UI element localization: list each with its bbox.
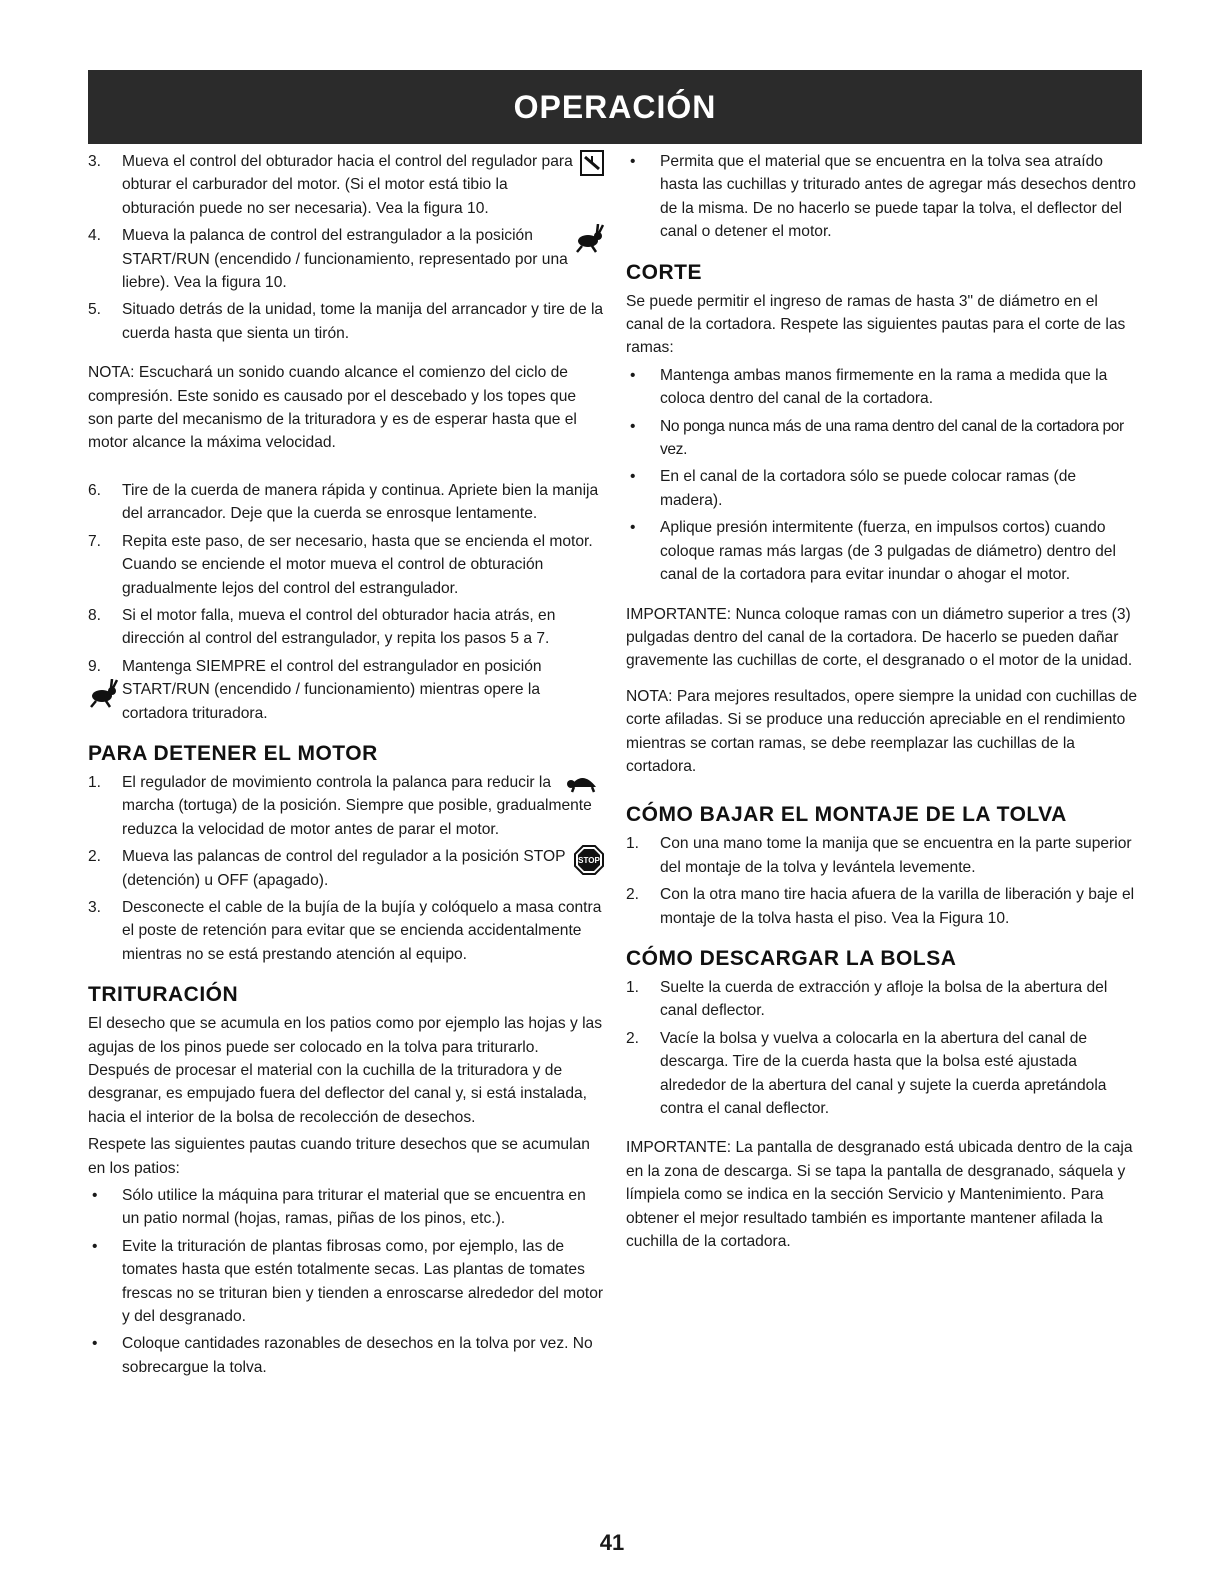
importante-paragraph: IMPORTANTE: La pantalla de desgranado está ubicada dentro de la caja en la zona de descarga. Si se tapa la pantalla de desgranado, sáquela y límpiela como se indica en la sección Servicio y Mantenimiento. Para obtener el mejor resultado también es importante mantener afilada la cuchilla de la cortadora.: [626, 1139, 1133, 1251]
choke-icon: [580, 150, 604, 176]
step-4: [88, 224, 604, 294]
step-8: [88, 604, 604, 651]
step-text: Tire de la cuerda de manera rápida y continua. Apriete bien la manija del arrancador. Deje que la cuerda se enrosque lentamente.: [122, 481, 599, 523]
bullet-item: [88, 1332, 604, 1379]
bullet-text: Sólo utilice la máquina para triturar el material que se encuentra en un patio normal (hojas, ramas, piñas de los pinos, etc.).: [122, 1187, 586, 1228]
bullet-dot: •: [630, 468, 636, 486]
step-5: [88, 298, 604, 345]
step-number: 2.: [626, 1029, 640, 1047]
descargar-step-2: [626, 1027, 1138, 1121]
stop-label: STOP: [578, 856, 600, 866]
bullet-dot: •: [630, 519, 636, 537]
stop-sign-icon: [574, 845, 604, 875]
step-number: 1.: [626, 978, 640, 996]
bullet-dot: •: [630, 417, 636, 435]
bullet-item: [626, 415, 1138, 462]
step-number: 3.: [88, 898, 102, 916]
bullet-text: Evite la trituración de plantas fibrosas como, por ejemplo, las de tomates hasta que estén totalmente secas. Las plantas de tomates frescas no se trituran bien y tienden a enroscarse alrededor del motor y del desgranado.: [122, 1237, 604, 1326]
step-text: Repita este paso, de ser necesario, hasta que se encienda el motor. Cuando se enciende el motor mueva el control de obturación gradualmente lejos del control del estrangulador.: [122, 532, 593, 597]
right-column: [626, 150, 1138, 1265]
step-3: [88, 150, 604, 220]
importante-paragraph: IMPORTANTE: Nunca coloque ramas con un diámetro superior a tres (3) pulgadas dentro del canal de la cortadora. De hacerlo se pueden dañar gravemente las cuchillas de corte, el desgranado o el motor de la unidad.: [626, 605, 1133, 670]
heading-trituracion: TRITURACIÓN: [88, 983, 239, 1007]
detener-step-2: [88, 845, 604, 892]
step-text: Desconecte el cable de la bujía de la bujía y colóquelo a masa contra el poste de retención para evitar que se encienda accidentalmente mientras no se está prestando atención al equipo.: [122, 898, 602, 963]
step-number: 2.: [88, 848, 102, 866]
step-number: 6.: [88, 481, 102, 499]
bullet-text: No ponga nunca más de una rama dentro del canal de la cortadora por vez.: [660, 417, 1124, 459]
bajar-step-1: [626, 832, 1138, 879]
detener-step-3: [88, 896, 604, 966]
turtle-icon: [564, 771, 604, 793]
step-number: 2.: [626, 886, 640, 904]
bullet-item: [626, 516, 1138, 586]
step-number: 1.: [88, 773, 102, 791]
step-number: 5.: [88, 301, 102, 319]
bullet-item: [88, 1235, 604, 1329]
bajar-step-2: [626, 883, 1138, 930]
page-number: 41: [599, 1530, 625, 1555]
heading-detener: PARA DETENER EL MOTOR: [88, 741, 378, 765]
step-text: STOP Mueva las palancas de control del regulador a la posición STOP (detención) u OFF (apagado).: [122, 845, 604, 892]
bullet-dot: •: [630, 153, 636, 170]
step-text: Situado detrás de la unidad, tome la manija del arrancador y tire de la cuerda hasta que sienta un tirón.: [122, 301, 604, 342]
step-number: 9.: [88, 657, 102, 675]
descargar-step-1: [626, 976, 1138, 1023]
trituracion-paragraph: El desecho que se acumula en los patios como por ejemplo las hojas y las agujas de los pinos puede ser colocado en la tolva para triturarlo. Después de procesar el material con la cuchilla de la trituradora y de desgranar, es empujado fuera del deflector del canal y, si está instalada, hacia el interior de la bolsa de recolección de desechos.: [88, 1015, 603, 1126]
bullet-dot: •: [92, 1187, 98, 1205]
step-text: Mueva la palanca de control del estrangulador a la posición START/RUN (encendido / funcionamiento, representado por una liebre). Vea la figura 10.: [122, 224, 604, 294]
step-text: El regulador de movimiento controla la palanca para reducir la marcha (tortuga) de la posición. Siempre que posible, gradualmente reduzca la velocidad de motor antes de parar el motor.: [122, 771, 604, 841]
bullet-dot: •: [92, 1237, 98, 1255]
step-number: 4.: [88, 227, 102, 245]
bullet-text: Permita que el material que se encuentra en la tolva sea atraído hasta las cuchillas y triturado antes de agregar más desechos dentro de la misma. De no hacerlo se puede tapar la tolva, el deflector del canal o detener el motor.: [660, 153, 1136, 241]
step-text: Con la otra mano tire hacia afuera de la varilla de liberación y baje el montaje de la tolva hasta el piso. Vea la Figura 10.: [660, 886, 1135, 927]
left-column: [88, 150, 604, 1383]
bullet-text: Mantenga ambas manos firmemente en la rama a medida que la coloca dentro del canal de la cortadora.: [660, 366, 1108, 408]
step-number: 7.: [88, 532, 102, 550]
step-text: Vacíe la bolsa y vuelva a colocarla en la abertura del canal de descarga. Tire de la cuerda hasta que la bolsa esté ajustada alrededor de la abertura del canal y sujete la cuerda apretándola contra el canal deflector.: [660, 1029, 1107, 1117]
step-number: 1.: [626, 835, 640, 853]
bullet-item: [626, 364, 1138, 411]
step-text: Mueva el control del obturador hacia el control del regulador para obturar el carburador del motor. (Si el motor está tibio la obturación puede no ser necesaria). Vea la figura 10.: [122, 150, 604, 220]
heading-corte: CORTE: [626, 260, 702, 284]
heading-descargar-bolsa: CÓMO DESCARGAR LA BOLSA: [626, 946, 957, 970]
step-9: [88, 655, 604, 725]
nota-paragraph: NOTA: Para mejores resultados, opere siempre la unidad con cuchillas de corte afiladas. Si se produce una reducción apreciable en el rendimiento mientras se cortan ramas, se debe reemplazar las cuchillas de la cortadora.: [626, 687, 1138, 775]
bullet-text: En el canal de la cortadora sólo se puede colocar ramas (de madera).: [660, 468, 1077, 509]
bullet-dot: •: [630, 366, 636, 384]
step-number: 8.: [88, 606, 102, 624]
detener-step-1: [88, 771, 604, 841]
trituracion-guidelines: Respete las siguientes pautas cuando triture desechos que se acumulan en los patios:: [88, 1136, 590, 1177]
section-title: OPERACIÓN: [513, 88, 717, 125]
bullet-text: Coloque cantidades razonables de desechos en la tolva por vez. No sobrecargue la tolva.: [122, 1335, 593, 1376]
bullet-item: [626, 150, 1138, 244]
nota-paragraph: NOTA: Escuchará un sonido cuando alcance el comienzo del ciclo de compresión. Este sonido es causado por el descebado y los topes que son parte del mecanismo de la trituradora y es de esperar hasta que el motor alcance la máxima velocidad.: [88, 364, 577, 452]
step-7: [88, 530, 604, 600]
bullet-item: [88, 1184, 604, 1231]
section-banner: [88, 70, 1142, 144]
rabbit-icon: [574, 224, 604, 254]
step-text: Mantenga SIEMPRE el control del estrangulador en posición START/RUN (encendido / funcionamiento) mientras opere la cortadora trituradora.: [122, 657, 542, 722]
step-text: Si el motor falla, mueva el control del obturador hacia atrás, en dirección al control del estrangulador, y repita los pasos 5 a 7.: [122, 606, 556, 648]
heading-bajar-tolva: CÓMO BAJAR EL MONTAJE DE LA TOLVA: [626, 803, 1067, 827]
step-number: 3.: [88, 153, 102, 170]
rabbit-icon: [88, 679, 118, 709]
corte-paragraph: Se puede permitir el ingreso de ramas de hasta 3" de diámetro en el canal de la cortadora. Respete las siguientes pautas para el corte de las ramas:: [626, 292, 1126, 357]
step-text: Suelte la cuerda de extracción y afloje la bolsa de la abertura del canal deflector.: [660, 978, 1108, 1020]
bullet-text: Aplique presión intermitente (fuerza, en impulsos cortos) cuando coloque ramas más largas (de 3 pulgadas de diámetro) dentro del canal de la cortadora para evitar inundar o ahogar el motor.: [660, 519, 1116, 584]
bullet-dot: •: [92, 1335, 98, 1353]
bullet-item: [626, 465, 1138, 512]
step-text: Con una mano tome la manija que se encuentra en la parte superior del montaje de la tolva y levántela levemente.: [660, 835, 1132, 876]
step-6: [88, 479, 604, 526]
